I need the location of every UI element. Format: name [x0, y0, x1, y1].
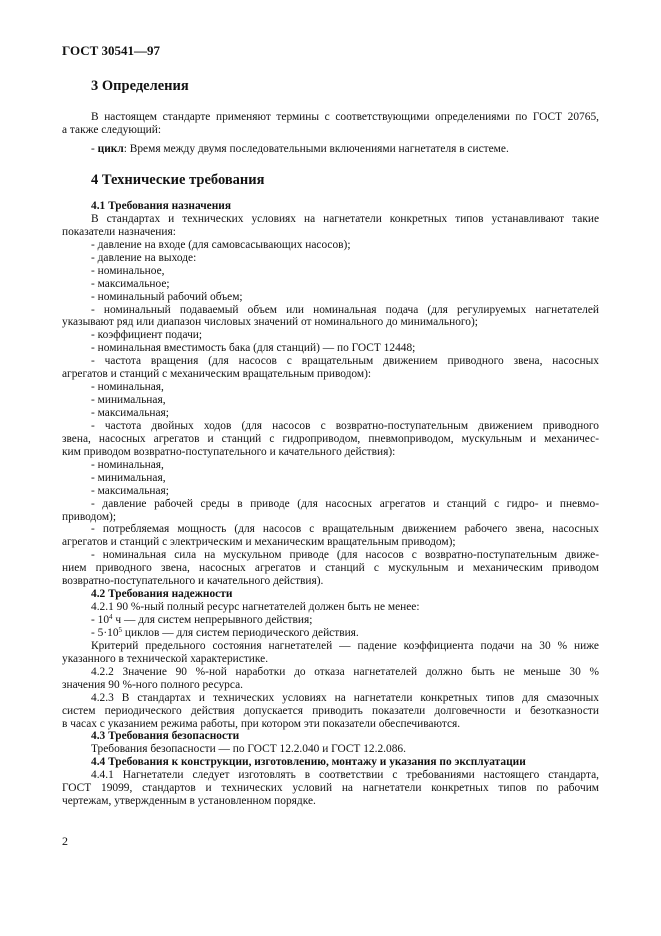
text-line: 4.2.3 В стандартах и технических условиях на нагнетатели конкретных типов для смазочных	[91, 691, 599, 704]
list-item: - номинальная сила на мускульном приводе (для насосов с возвратно-поступательным движе-	[91, 549, 599, 562]
list-item: - максимальная;	[91, 484, 169, 497]
subsection-4-1-heading: 4.1 Требования назначения	[91, 200, 231, 212]
list-item: - номинальная вместимость бака (для станций) — по ГОСТ 12448;	[91, 342, 416, 355]
text-line: в часах с указанием режима работы, при котором эти показатели обеспечиваются.	[62, 717, 461, 730]
list-item: - минимальная,	[91, 471, 166, 484]
list-item: - номинальная,	[91, 381, 164, 394]
text-line: ким приводом возвратно-поступательного и качательного действия):	[62, 445, 396, 458]
text-line: звена, насосных агрегатов и станций с гидроприводом, пневмоприводом, мускульным и механичес-	[62, 432, 599, 445]
text-line: нием приводного звена, насосных агрегатов и станций с мускульным и механическим приводом	[62, 562, 599, 575]
section-3-body	[62, 111, 599, 156]
text-line: В стандартах и технических условиях на нагнетатели конкретных типов устанавливают такие	[91, 212, 599, 225]
list-item: - $10^4$ ч — для систем непрерывного действия;	[91, 613, 313, 626]
document-header: ГОСТ 30541—97	[62, 43, 161, 58]
list-item: - минимальная,	[91, 394, 166, 407]
section-4-heading: 4 Технические требования	[91, 172, 265, 188]
list-item: - номинальный подаваемый объем или номинальная подача (для регулируемых нагнетателей	[91, 303, 599, 316]
page-number: 2	[62, 834, 68, 848]
text-line: чертежам, утвержденным в установленном порядке.	[62, 795, 316, 808]
list-item: - номинальное,	[91, 264, 165, 277]
text-line: указанного в технической характеристике.	[62, 652, 269, 665]
subsection-4-4-heading: 4.4 Требования к конструкции, изготовлению, монтажу и указания по эксплуатации	[91, 756, 526, 769]
list-item: - максимальное;	[91, 277, 170, 290]
text-line: 4.4.1 Нагнетатели следует изготовлять в соответствии с требованиями настоящего стандарта,	[91, 769, 599, 782]
text-line: 4.2.1 90 %-ный полный ресурс нагнетателей должен быть не менее:	[91, 601, 420, 614]
text-line: агрегатов и станций с механическим вращательным приводом):	[62, 368, 372, 381]
text-line: значения 90 %-ного полного ресурса.	[62, 678, 243, 691]
list-item: - давление на выходе:	[91, 251, 197, 264]
list-item: - коэффициент подачи;	[91, 329, 203, 342]
section-3-heading: 3 Определения	[91, 78, 189, 94]
list-item: - $5\cdot 10^5$ циклов — для систем периодического действия.	[91, 625, 359, 639]
definition-line	[62, 143, 599, 156]
text-line: Требования безопасности — по ГОСТ 12.2.040 и ГОСТ 12.2.086.	[91, 743, 406, 756]
subsection-4-3-heading: 4.3 Требования безопасности	[91, 730, 240, 743]
list-item: - частота вращения (для насосов с вращательным движением приводного звена, насосных	[91, 355, 599, 368]
text-line: ГОСТ 19099, стандартов и технических условий на нагнетатели конкретных типов по рабочим	[62, 782, 599, 795]
text-line: 4.2.2 Значение 90 %-ной наработки до отказа нагнетателей должно быть не меньше 30 %	[91, 665, 599, 678]
list-item: - частота двойных ходов (для насосов с возвратно-поступательным движением приводного	[91, 419, 599, 432]
text-line: указывают ряд или диапазон числовых значений от номинального до минимального);	[62, 316, 478, 329]
list-item: - максимальная;	[91, 407, 169, 419]
definition-prefix: -	[91, 142, 98, 155]
list-item: - давление рабочей среды в приводе (для насосных агрегатов и станций с гидро- и пневмо-	[91, 497, 599, 510]
list-item: - номинальный рабочий объем;	[91, 290, 243, 303]
list-item: - давление на входе (для самовсасывающих насосов);	[91, 238, 351, 251]
section-4-body	[62, 200, 599, 808]
text-line: возвратно-поступательного и качательного действия).	[62, 575, 324, 588]
definition-term: цикл	[97, 142, 124, 155]
text-line: агрегатов и станций с электрическим и механическим вращательным приводом);	[62, 536, 456, 549]
text-line: Критерий предельного состояния нагнетателей — падение коэффициента подачи на 30 % ниже	[91, 639, 599, 652]
list-item: - потребляемая мощность (для насосов с вращательным движением рабочего звена, насосных	[91, 523, 599, 536]
definition-text: : Время между двумя последовательными включениями нагнетателя в системе.	[123, 142, 509, 155]
subsection-4-2-heading: 4.2 Требования надежности	[91, 588, 233, 601]
text-line: приводом);	[62, 510, 116, 523]
text-line: систем периодического действия допускается приводить показатели долговечности и безотказности	[62, 704, 599, 717]
text-line: показатели назначения:	[62, 225, 176, 238]
text-line: а также следующий:	[62, 123, 162, 136]
list-item: - номинальная,	[91, 458, 164, 471]
text-line: В настоящем стандарте применяют термины с соответствующими определениями по ГОСТ 20765,	[91, 111, 599, 123]
